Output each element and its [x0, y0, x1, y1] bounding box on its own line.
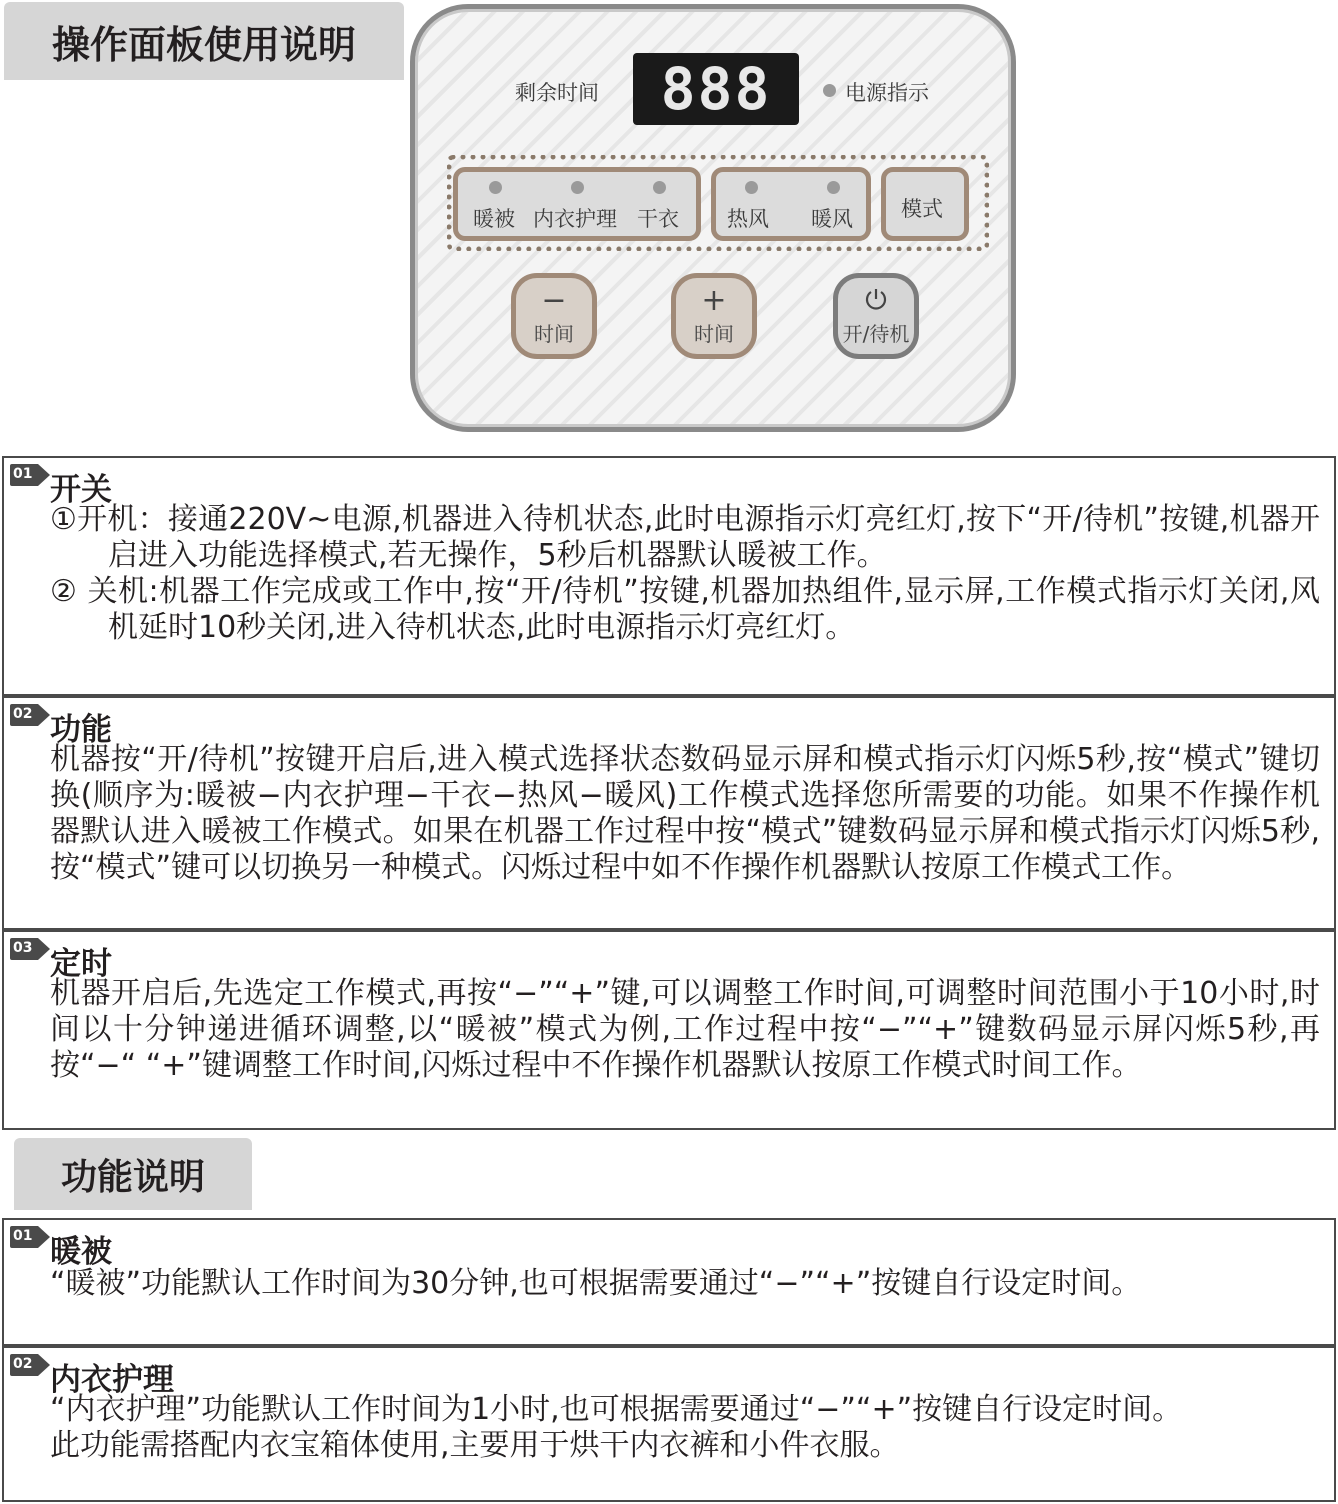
section-switch	[2, 456, 1336, 696]
remaining-time-label: 剩余时间	[515, 81, 599, 105]
section-body	[50, 1392, 1320, 1464]
paragraph-underwear-care: “内衣护理”功能默认工作时间为1小时,也可根据需要通过“−”“+”按键自行设定时间。	[50, 1392, 1183, 1427]
mode-indicator-underwear-care	[571, 181, 584, 194]
paragraph-power-off: ② 关机:机器工作完成或工作中,按“开/待机”按键,机器加热组件,显示屏,工作模式指示灯关闭,风机延时10秒关闭,进入待机状态,此时电源指示灯亮红灯。	[50, 574, 1320, 645]
section-title: 定时	[50, 946, 112, 982]
mode-indicator-dry-clothes	[653, 181, 666, 194]
power-standby-label: 开/待机	[842, 321, 910, 346]
mode-label-warm-quilt: 暖被	[473, 207, 515, 231]
function-section-title: 功能说明	[14, 1138, 252, 1210]
mode-indicator-warm-quilt	[489, 181, 502, 194]
power-indicator-light	[823, 84, 836, 97]
section-number-badge: 02	[10, 1354, 50, 1376]
function-underwear-care	[2, 1346, 1336, 1502]
section-number-badge: 03	[10, 938, 50, 960]
page-title: 操作面板使用说明	[4, 2, 404, 80]
mode-indicator-warm-air	[827, 181, 840, 194]
mode-button-label: 模式	[901, 197, 943, 221]
minus-icon: −	[541, 282, 567, 318]
digital-display: 888	[633, 53, 799, 125]
paragraph-power-on: ①开机：接通220V~电源,机器进入待机状态,此时电源指示灯亮红灯,按下“开/待机”按键,机器开启进入功能选择模式,若无操作，5秒后机器默认暖被工作。	[50, 502, 1320, 573]
time-minus-label: 时间	[534, 321, 574, 346]
mode-label-warm-air: 暖风	[811, 207, 853, 231]
time-plus-label: 时间	[694, 321, 734, 346]
section-body	[50, 502, 1320, 646]
plus-icon: +	[701, 282, 727, 318]
section-number-badge: 02	[10, 704, 50, 726]
section-title: 开关	[50, 472, 112, 508]
control-panel	[410, 4, 1016, 432]
function-warm-quilt	[2, 1218, 1336, 1346]
section-number-badge: 01	[10, 1226, 50, 1248]
mode-label-underwear-care: 内衣护理	[533, 207, 617, 231]
power-icon	[863, 286, 889, 316]
section-timer	[2, 930, 1336, 1130]
paragraph-timer: 机器开启后,先选定工作模式,再按“−”“+”键,可以调整工作时间,可调整时间范围小于10小时,时间以十分钟递进循环调整,以“暖被”模式为例,工作过程中按“−”“+”键数码显示屏闪烁5秒,再按“−“ “+”键调整工作时间,闪烁过程中不作操作机器默认按原工作模式时间工作。	[50, 976, 1320, 1083]
section-title: 功能	[50, 712, 112, 748]
paragraph-underwear-care-note: 此功能需搭配内衣宝箱体使用,主要用于烘干内衣裤和小件衣服。	[50, 1428, 900, 1463]
section-title: 内衣护理	[50, 1362, 174, 1398]
paragraph-warm-quilt: “暖被”功能默认工作时间为30分钟,也可根据需要通过“−”“+”按键自行设定时间。	[50, 1266, 1142, 1301]
section-body	[50, 1266, 1320, 1302]
paragraph-function: 机器按“开/待机”按键开启后,进入模式选择状态数码显示屏和模式指示灯闪烁5秒,按“模式”键切换(顺序为:暖被−内衣护理−干衣−热风−暖风)工作模式选择您所需要的功能。如果不作操作机器默认进入暖被工作模式。如果在机器工作过程中按“模式”键数码显示屏和模式指示灯闪烁5秒,按“模式”键可以切换另一种模式。闪烁过程中如不作操作机器默认按原工作模式工作。	[50, 742, 1320, 885]
power-standby-button[interactable]	[833, 273, 919, 359]
mode-label-dry-clothes: 干衣	[637, 207, 679, 231]
section-function	[2, 696, 1336, 930]
mode-indicator-hot-air	[745, 181, 758, 194]
section-body	[50, 742, 1320, 886]
time-minus-button[interactable]	[511, 273, 597, 359]
power-indicator-label: 电源指示	[845, 81, 929, 105]
section-number-badge: 01	[10, 464, 50, 486]
time-plus-button[interactable]	[671, 273, 757, 359]
section-body	[50, 976, 1320, 1084]
section-title: 暖被	[50, 1234, 112, 1270]
mode-label-hot-air: 热风	[727, 207, 769, 231]
